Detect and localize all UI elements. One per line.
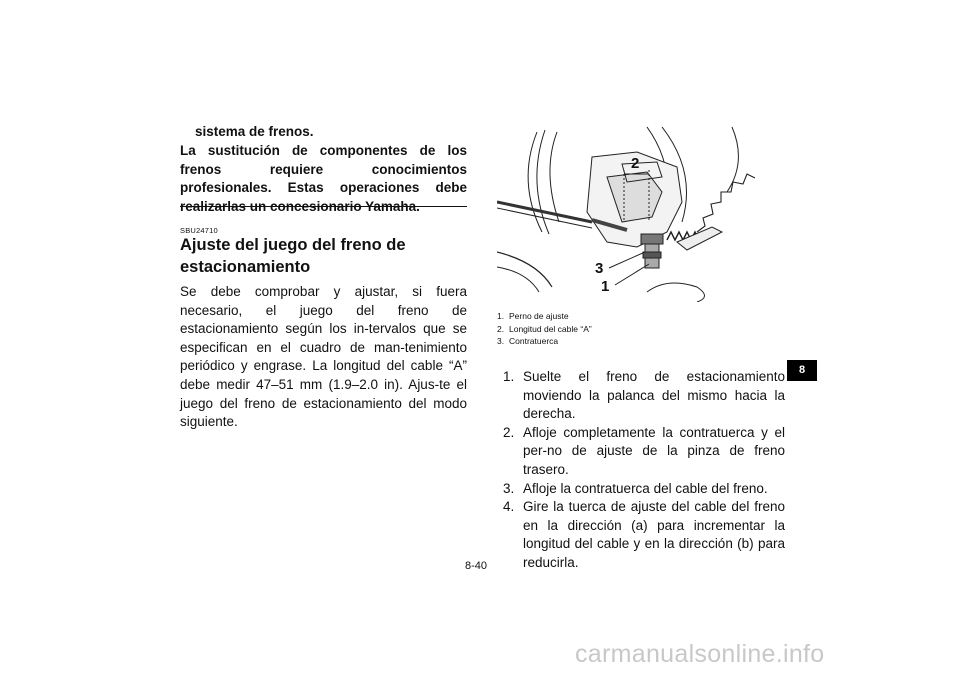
figure-callout-2: 2: [631, 155, 640, 172]
figure-callout-3: 3: [595, 260, 604, 277]
figure-caption: 2. Longitud del cable “A”: [497, 323, 592, 334]
procedure-step: 2. Afloje completamente la contratuerca y el per-no de ajuste de la pinza de freno trasero.: [503, 424, 785, 477]
page-number: 8-40: [465, 560, 488, 572]
figure-callout-1: 1: [601, 278, 610, 295]
warning-text: La sustitución de componentes de los frenos requiere conocimientos profesionales. Estas operaciones debe realizarlas un concesionario Yamaha.: [180, 143, 467, 214]
procedure-step: 1. Suelte el freno de estacionamiento moviendo la palanca del mismo hacia la derecha.: [503, 369, 785, 422]
figure-caption: 3. Contratuerca: [497, 336, 559, 347]
procedure-step: 3. Afloje la contratuerca del cable del freno.: [503, 480, 768, 496]
procedure-step: 4. Gire la tuerca de ajuste del cable del freno en la dirección (a) para incrementar la longitud del cable y en la dirección (b) para reducirla.: [503, 499, 785, 570]
section-code: SBU24710: [180, 226, 218, 235]
brake-caliper-illustration: [497, 122, 783, 302]
warning-continuation: sistema de frenos.: [195, 124, 314, 139]
section-divider: [180, 206, 467, 207]
section-body: Se debe comprobar y ajustar, si fuera necesario, el juego del freno de estacionamiento según los in-tervalos que se especifican en el cuadro de man-tenimiento periódico y engrase. La longitud del cable “A” debe medir 47–51 mm (1.9–2.0 in). Ajus-te el juego del freno de estacionamiento del modo siguiente.: [180, 284, 467, 430]
watermark: carmanualsonline.info: [575, 640, 825, 668]
section-title: Ajuste del juego del freno de estacionamiento: [180, 236, 406, 276]
figure-captions: [497, 310, 592, 348]
figure-caption: 1. Perno de ajuste: [497, 311, 569, 321]
procedure-steps: [503, 368, 785, 573]
chapter-tab: 8: [787, 360, 817, 381]
